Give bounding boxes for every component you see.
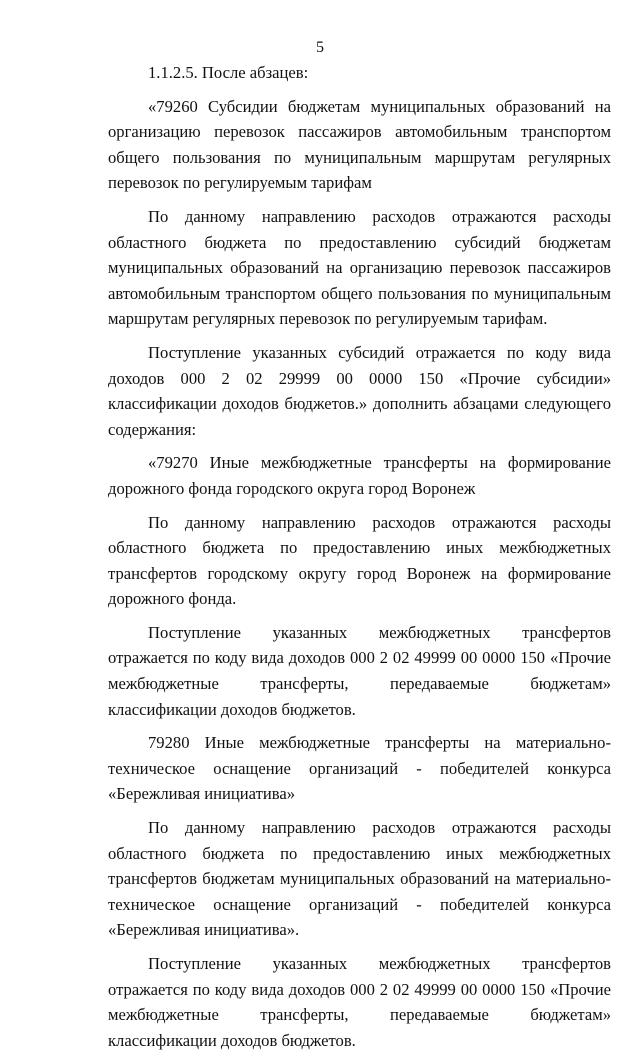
page-number: 5 <box>316 39 324 56</box>
paragraph: По данному направлению расходов отражаются расходы областного бюджета по предоставлению иных межбюджетных трансфертов бюджетам муниципальных образований на материально-техническое оснащение организаций - победителей конкурса «Бережливая инициатива». <box>108 818 611 940</box>
paragraph: «79270 Иные межбюджетные трансферты на формирование дорожного фонда городского округа город Воронеж <box>108 453 611 498</box>
paragraph: Поступление указанных субсидий отражается по коду вида доходов 000 2 02 29999 00 0000 150 «Прочие субсидии» классификации доходов бюджетов.» дополнить абзацами следующего содержания: <box>108 342 611 439</box>
paragraph: По данному направлению расходов отражаются расходы областного бюджета по предоставлению субсидий бюджетам муниципальных образований на организацию перевозок пассажиров автомобильным транспортом общего пользования по муниципальным маршрутам регулярных перевозок по регулируемым тарифам. <box>108 206 611 329</box>
paragraph: «79260 Субсидии бюджетам муниципальных образований на организацию перевозок пассажиров автомобильным транспортом общего пользования по муниципальным маршрутам регулярных перевозок по регулируемым тарифам <box>108 96 611 193</box>
paragraph: Поступление указанных межбюджетных трансфертов отражается по коду вида доходов 000 2 02 49999 00 0000 150 «Прочие межбюджетные трансферты, передаваемые бюджетам» классификации доходов бюджетов. <box>108 954 611 1050</box>
paragraph: 79280 Иные межбюджетные трансферты на материально-техническое оснащение организаций - победителей конкурса «Бережливая инициатива» <box>108 733 611 804</box>
paragraph: Поступление указанных межбюджетных трансфертов отражается по коду вида доходов 000 2 02 49999 00 0000 150 «Прочие межбюджетные трансферты, передаваемые бюджетам» классификации доходов бюджетов. <box>108 622 611 719</box>
paragraph: По данному направлению расходов отражаются расходы областного бюджета по предоставлению иных межбюджетных трансфертов городскому округу город Воронеж на формирование дорожного фонда. <box>108 512 611 609</box>
section-heading: 1.1.2.5. После абзацев: <box>148 63 309 82</box>
document-body <box>108 60 611 1061</box>
